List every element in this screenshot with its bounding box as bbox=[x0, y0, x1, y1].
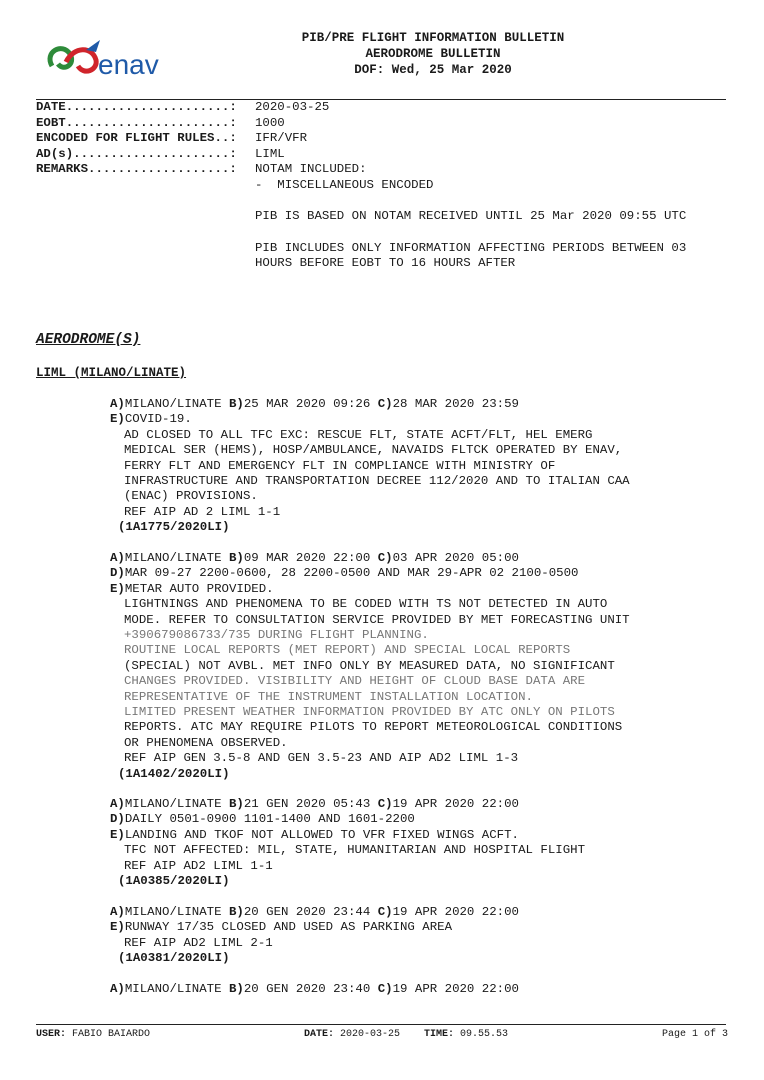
meta-ad-label: AD(s).....................: bbox=[36, 146, 237, 161]
notam-text-line: REF AIP AD2 LIML 1-1 bbox=[124, 858, 273, 873]
bulletin-header bbox=[190, 30, 676, 78]
notam-id: (1A1775/2020LI) bbox=[118, 520, 230, 535]
meta-remarks-value: NOTAM INCLUDED: bbox=[255, 162, 367, 176]
meta-date-row bbox=[36, 100, 736, 116]
bulletin-meta bbox=[36, 100, 736, 272]
header-dof: DOF: Wed, 25 Mar 2020 bbox=[354, 63, 512, 77]
meta-eobt-row bbox=[36, 116, 736, 132]
meta-eobt-value: 1000 bbox=[255, 115, 285, 130]
notam-text-line: REF AIP AD2 LIML 2-1 bbox=[124, 935, 273, 950]
notam-text-line: INFRASTRUCTURE AND TRANSPORTATION DECREE 112/2020 AND TO ITALIAN CAA bbox=[124, 474, 630, 489]
notam-id: (1A1402/2020LI) bbox=[118, 766, 230, 781]
meta-eobt-label: EOBT......................: bbox=[36, 115, 237, 130]
notam-location: MILANO/LINATE bbox=[124, 797, 222, 811]
notam-text-line: REF AIP AD 2 LIML 1-1 bbox=[124, 504, 281, 519]
header-title: PIB/PRE FLIGHT INFORMATION BULLETIN bbox=[301, 31, 565, 45]
remarks-periods-1: PIB INCLUDES ONLY INFORMATION AFFECTING PERIODS BETWEEN 03 bbox=[255, 240, 687, 255]
remarks-periods-2: HOURS BEFORE EOBT TO 16 HOURS AFTER bbox=[255, 256, 516, 270]
notam-id: (1A0381/2020LI) bbox=[118, 951, 230, 966]
notam-text-line: TFC NOT AFFECTED: MIL, STATE, HUMANITARIAN AND HOSPITAL FLIGHT bbox=[124, 843, 586, 858]
notam-location: MILANO/LINATE bbox=[124, 551, 222, 565]
notam-entry bbox=[110, 551, 730, 782]
meta-rules-label: ENCODED FOR FLIGHT RULES..: bbox=[36, 131, 237, 145]
notam-entry bbox=[110, 982, 730, 997]
notam-start: 21 GEN 2020 05:43 bbox=[243, 797, 371, 811]
notam-subject: E)LANDING AND TKOF NOT ALLOWED TO VFR FIXED WINGS ACFT. bbox=[110, 827, 519, 842]
meta-ad-value: LIML bbox=[255, 146, 285, 161]
meta-date-value: 2020-03-25 bbox=[255, 100, 330, 114]
meta-rules-value: IFR/VFR bbox=[255, 131, 308, 145]
notam-entry bbox=[110, 397, 730, 536]
notam-schedule: D)MAR 09-27 2200-0600, 28 2200-0500 AND MAR 29-APR 02 2100-0500 bbox=[110, 566, 579, 581]
notam-text-line: (SPECIAL) NOT AVBL. MET INFO ONLY BY MEASURED DATA, NO SIGNIFICANT bbox=[124, 658, 615, 673]
remarks-received: PIB IS BASED ON NOTAM RECEIVED UNTIL 25 Mar 2020 09:55 UTC bbox=[255, 209, 687, 223]
notam-text-line: REF AIP GEN 3.5-8 AND GEN 3.5-23 AND AIP AD2 LIML 1-3 bbox=[124, 751, 519, 766]
notam-text-line: AD CLOSED TO ALL TFC EXC: RESCUE FLT, STATE ACFT/FLT, HEL EMERG bbox=[124, 427, 593, 442]
notam-text-line: CHANGES PROVIDED. VISIBILITY AND HEIGHT OF CLOUD BASE DATA ARE bbox=[124, 674, 586, 689]
notam-text-line: MEDICAL SER (HEMS), HOSP/AMBULANCE, NAVAIDS FLTCK OPERATED BY ENAV, bbox=[124, 443, 623, 458]
notam-text-line: OR PHENOMENA OBSERVED. bbox=[124, 735, 288, 750]
notam-location: MILANO/LINATE bbox=[124, 982, 222, 996]
notam-end: 19 APR 2020 22:00 bbox=[392, 905, 519, 919]
notam-end: 28 MAR 2020 23:59 bbox=[392, 397, 519, 411]
notam-text-line: REPORTS. ATC MAY REQUIRE PILOTS TO REPORT METEOROLOGICAL CONDITIONS bbox=[124, 720, 623, 735]
notam-validity: A)MILANO/LINATE B)21 GEN 2020 05:43 C)19 APR 2020 22:00 bbox=[110, 797, 519, 811]
notam-subject: E)COVID-19. bbox=[110, 412, 192, 427]
meta-ad-row bbox=[36, 147, 736, 163]
notam-text-line: ROUTINE LOCAL REPORTS (MET REPORT) AND SPECIAL LOCAL REPORTS bbox=[124, 643, 571, 658]
notam-start: 25 MAR 2020 09:26 bbox=[243, 397, 371, 411]
header-subtitle: AERODROME BULLETIN bbox=[365, 47, 501, 61]
notam-subject: E)RUNWAY 17/35 CLOSED AND USED AS PARKING AREA bbox=[110, 920, 453, 935]
notam-end: 03 APR 2020 05:00 bbox=[392, 551, 519, 565]
notam-text-line: LIGHTNINGS AND PHENOMENA TO BE CODED WITH TS NOT DETECTED IN AUTO bbox=[124, 597, 608, 612]
notam-text-line: (ENAC) PROVISIONS. bbox=[124, 489, 258, 504]
footer-page-number: Page 1 of 3 bbox=[661, 1029, 728, 1040]
meta-rules-row bbox=[36, 131, 736, 147]
notam-end: 19 APR 2020 22:00 bbox=[392, 797, 519, 811]
enav-logo bbox=[40, 32, 192, 92]
notam-location: MILANO/LINATE bbox=[124, 397, 222, 411]
notam-text-line: REPRESENTATIVE OF THE INSTRUMENT INSTALLATION LOCATION. bbox=[124, 689, 533, 704]
logo-wordmark: enav bbox=[98, 49, 159, 80]
notam-validity: A)MILANO/LINATE B)09 MAR 2020 22:00 C)03 APR 2020 05:00 bbox=[110, 551, 519, 565]
notam-validity: A)MILANO/LINATE B)20 GEN 2020 23:40 C)19 APR 2020 22:00 bbox=[110, 982, 519, 996]
footer-divider bbox=[36, 1024, 726, 1025]
notam-validity: A)MILANO/LINATE B)25 MAR 2020 09:26 C)28 MAR 2020 23:59 bbox=[110, 397, 519, 411]
meta-remarks-label: REMARKS...................: bbox=[36, 162, 237, 176]
footer-datetime: DATE: 2020-03-25 TIME: 09.55.53 bbox=[303, 1029, 509, 1040]
notam-entry bbox=[110, 905, 730, 967]
section-title: AERODROME(S) bbox=[36, 332, 141, 348]
notam-location: MILANO/LINATE bbox=[124, 905, 222, 919]
remarks-item: - MISCELLANEOUS ENCODED bbox=[255, 177, 434, 192]
notam-start: 20 GEN 2020 23:40 bbox=[243, 982, 371, 996]
notam-text-line: FERRY FLT AND EMERGENCY FLT IN COMPLIANCE WITH MINISTRY OF bbox=[124, 458, 556, 473]
notam-text-line: +390679086733/735 DURING FLIGHT PLANNING. bbox=[124, 628, 429, 643]
notam-schedule: D)DAILY 0501-0900 1101-1400 AND 1601-2200 bbox=[110, 812, 415, 827]
notam-start: 20 GEN 2020 23:44 bbox=[243, 905, 371, 919]
notam-validity: A)MILANO/LINATE B)20 GEN 2020 23:44 C)19 APR 2020 22:00 bbox=[110, 905, 519, 919]
notam-end: 19 APR 2020 22:00 bbox=[392, 982, 519, 996]
notam-subject: E)METAR AUTO PROVIDED. bbox=[110, 581, 274, 596]
meta-date-label: DATE......................: bbox=[36, 100, 237, 114]
notam-text-line: LIMITED PRESENT WEATHER INFORMATION PROVIDED BY ATC ONLY ON PILOTS bbox=[124, 705, 615, 720]
footer-user: USER: FABIO BAIARDO bbox=[36, 1029, 151, 1040]
meta-remarks-row bbox=[36, 162, 736, 178]
notam-text-line: MODE. REFER TO CONSULTATION SERVICE PROVIDED BY MET FORECASTING UNIT bbox=[124, 612, 630, 627]
notam-start: 09 MAR 2020 22:00 bbox=[243, 551, 371, 565]
meta-remarks-block bbox=[255, 178, 736, 272]
notam-entry bbox=[110, 797, 730, 889]
page-footer bbox=[36, 1029, 728, 1040]
aerodrome-title: LIML (MILANO/LINATE) bbox=[36, 366, 187, 380]
notam-id: (1A0385/2020LI) bbox=[118, 874, 230, 889]
